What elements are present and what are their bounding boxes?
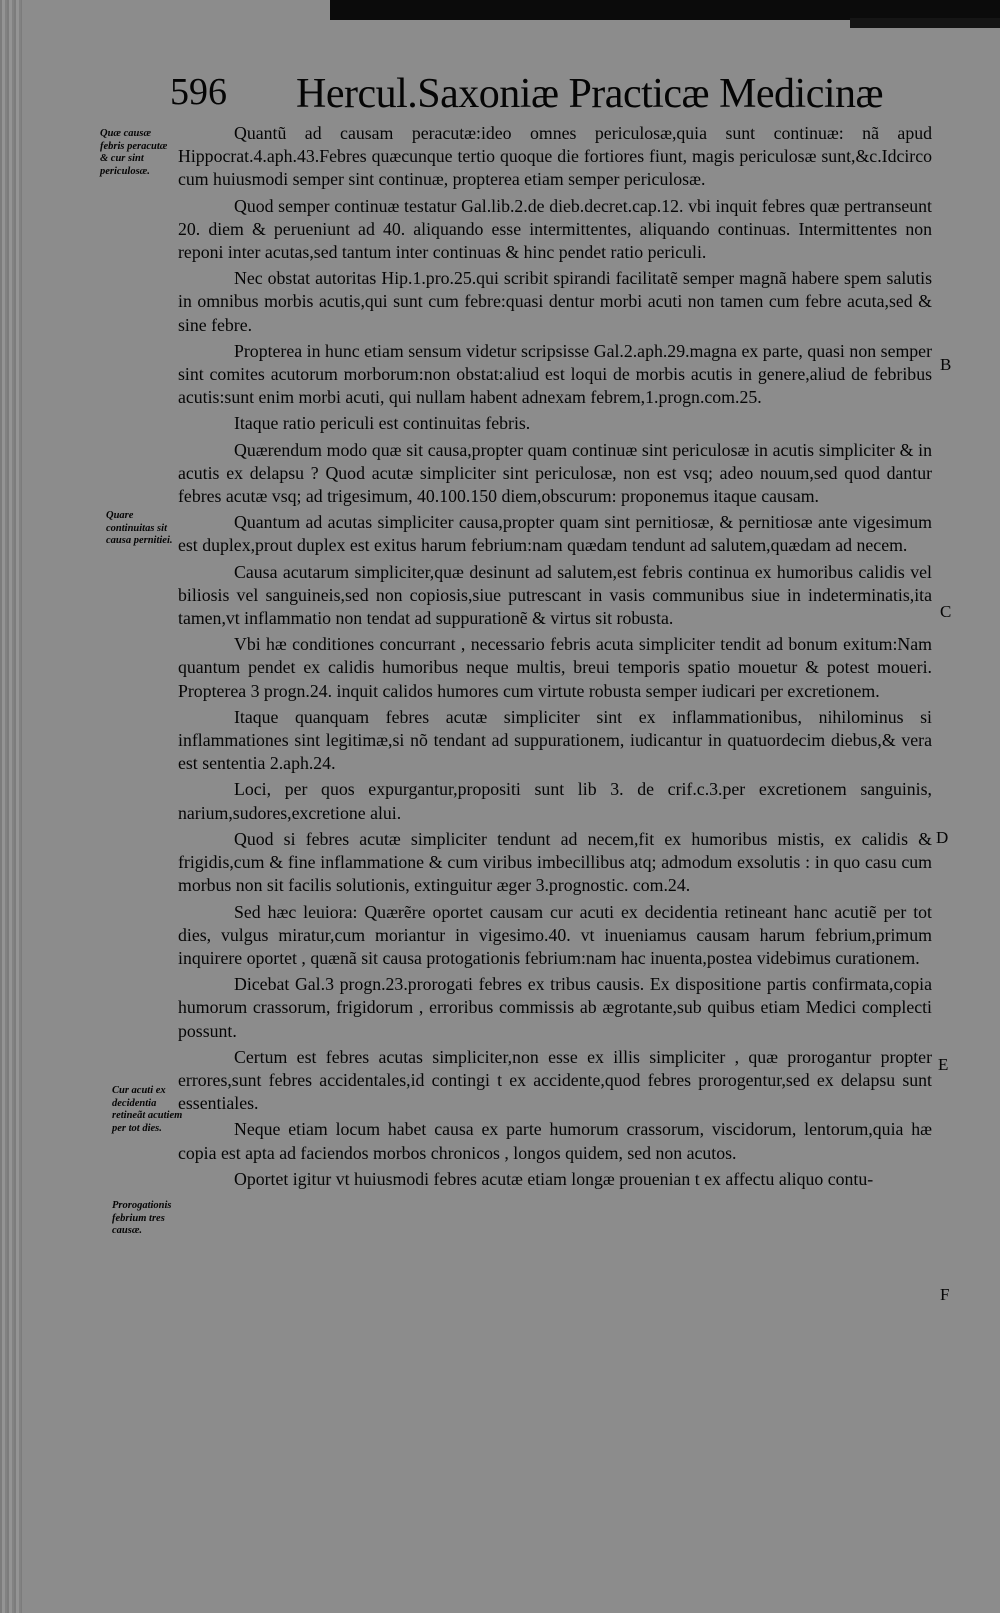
section-letter: E xyxy=(938,1055,949,1074)
paragraph: Dicebat Gal.3 progn.23.prorogati febres ex tribus causis. Ex dispositione partis confirmata,copia humorum crassorum, frigidorum , erroribus commissis ab ægrotante,sub quibus etiam Medici complecti possunt. xyxy=(178,974,932,1041)
paragraph: Nec obstat autoritas Hip.1.pro.25.qui scribit spirandi facilitatẽ semper magnã habere spem salutis in omnibus morbis acutis,qui sunt cum febre:quasi dentur morbi acuti non tamen cum febre acuta,sed & sine febre. xyxy=(178,268,932,335)
paragraph: Neque etiam locum habet causa ex parte humorum crassorum, viscidorum, lentorum,quia hæ copia est apta ad faciendos morbos chronicos , longos quidem, sed non acutos. xyxy=(178,1119,932,1163)
running-title: Hercul.Saxoniæ Practicæ Medicinæ xyxy=(296,71,884,117)
paragraph: Quantum ad acutas simpliciter causa,propter quam sint pernitiosæ, & pernitiosæ ante vigesimum est duplex,prout duplex est exitus harum febrium:nam quædam tendunt ad salutem,quædam ad necem. xyxy=(178,512,932,556)
page-header xyxy=(170,70,890,120)
scan-border xyxy=(330,0,1000,20)
paragraph: Quærendum modo quæ sit causa,propter quam continuæ sint periculosæ in acutis simpliciter & in acutis ex delapsu ? Quod acutæ simpliciter sint periculosæ, non est vsq; adeo nouum,sed quod dantur febres acutæ vsq; ad trigesimum, 40.100.150 diem,obscurum: proponemus itaque causam. xyxy=(178,439,932,507)
paragraph: Oportet igitur vt huiusmodi febres acutæ etiam longæ prouenian t ex affectu aliquo contu- xyxy=(234,1168,874,1189)
paragraph: Sed hæc leuiora: Quærẽre oportet causam cur acuti ex decidentia retineant hanc acutiẽ per tot dies, vulgus miratur,cum moriantur in vigesimo.40. vt inueniamus causam harum febrium,primum inquirere oportet , quænã sit causa protogationis febrium:nam hac inuenta,postea videbimus curationem. xyxy=(178,901,932,968)
paragraph: Certum est febres acutas simpliciter,non esse ex illis simpliciter , quæ prorogantur propter errores,sunt febres accidentales,id contingi t ex accidente,quod febres prorogentur,sed ex delapsu sunt essentiales. xyxy=(178,1046,932,1114)
marginal-note: Quæ causæ febris peracutæ & cur sint periculosæ. xyxy=(100,128,168,177)
paragraph: Quantũ ad causam peracutæ:ideo omnes periculosæ,quia sunt continuæ: nã apud Hippocrat.4.aph.43.Febres quæcunque tertio quoque die fortiores fiunt, magis periculosæ sunt,&c.Idcirco cum huiusmodi semper sint continuæ, propterea etiam semper periculosæ. xyxy=(178,123,932,190)
section-letter: F xyxy=(940,1285,950,1304)
marginal-note: Quare continuitas sit causa pernitiei. xyxy=(106,510,173,546)
paragraph: Propterea in hunc etiam sensum videtur scripsisse Gal.2.aph.29.magna ex parte, quasi non semper sint comites acutorum morborum:non obstat:aliud est loqui de morbis acutis in genere,aliud de febribus acutis:sunt enim morbi acuti, qui nullam habent adnexam febrem,1.progn.com.25. xyxy=(178,340,932,408)
scan-border-edge xyxy=(850,18,1000,28)
section-letter: C xyxy=(940,602,952,621)
page-number: 596 xyxy=(170,71,227,113)
paragraph: Loci, per quos expurgantur,propositi sunt lib 3. de crif.c.3.per excretionem sanguinis, narium,sudores,excretione alui. xyxy=(178,779,932,823)
page-gutter xyxy=(0,0,22,1613)
paragraph: Quod semper continuæ testatur Gal.lib.2.de dieb.decret.cap.12. vbi inquit febres quæ pertranseunt 20. diem & perueniunt ad 40. aliquando esse intermittentes, aliquando continuas. Intermittentes non reponi inter acutas,sed tantum inter continuas & hinc pendet ratio periculi. xyxy=(178,195,932,263)
body-text xyxy=(178,122,932,1194)
paragraph: Causa acutarum simpliciter,quæ desinunt ad salutem,est febris continua ex humoribus calidis vel biliosis vel sanguineis,sed non copiosis,siue putrescant in vasis communibus siue in indeterminatis,ita tamen,vt inflammatio non tendat ad suppurationẽ & virtus sit robusta. xyxy=(178,561,932,629)
marginal-note: Prorogationis febrium tres causæ. xyxy=(112,1200,172,1236)
paragraph: Itaque quanquam febres acutæ simpliciter sint ex inflammationibus, nihilominus si inflammationes sint legitimæ,si nõ tendant ad suppurationem, iudicantur in quatuordecim diebus,& vera est sententia 2.aph.24. xyxy=(178,706,932,774)
section-letter: B xyxy=(940,355,952,374)
marginal-note: Cur acuti ex decidentia retineãt acutiem per tot dies. xyxy=(112,1085,183,1134)
paragraph: Quod si febres acutæ simpliciter tendunt ad necem,fit ex humoribus mistis, ex calidis & frigidis,cum & fine inflammatione & cum viribus imbecillibus atq; admodum exsolutis : in quo casu cum morbus non sit facilis solutionis, extinguitur æger 3.prognostic. com.24. xyxy=(178,828,932,896)
paragraph: Itaque ratio periculi est continuitas febris. xyxy=(234,413,531,434)
section-letter: D xyxy=(936,828,949,847)
paragraph: Vbi hæ conditiones concurrant , necessario febris acuta simpliciter tendit ad bonum exitum:Nam quantum pendet ex calidis humoribus neque multis, breui temporis spatio mouetur & potest moueri. Propterea 3 progn.24. inquit calidos humores cum virtute robusta semper iudicari per excretionem. xyxy=(178,634,932,701)
